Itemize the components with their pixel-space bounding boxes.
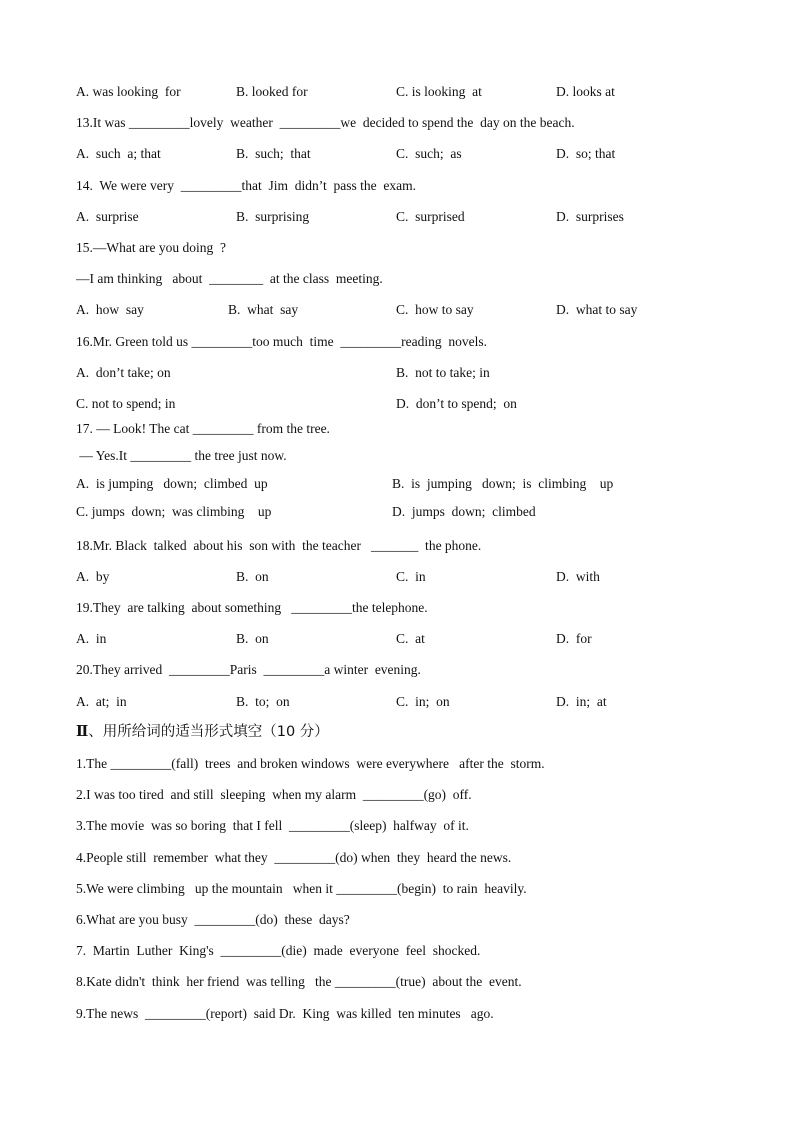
q19-option-a: A. in <box>76 631 107 646</box>
section-2-roman: Ⅱ <box>76 724 89 740</box>
q15-option-b: B. what say <box>228 302 299 317</box>
q16-option-b: B. not to take; in <box>396 365 490 380</box>
q19-option-d: D. for <box>556 631 592 646</box>
q19-option-b: B. on <box>236 631 269 646</box>
q20-option-c: C. in; on <box>396 694 450 709</box>
q17-option-c: C. jumps down; was climbing up <box>76 504 272 519</box>
q20-option-b: B. to; on <box>236 694 290 709</box>
q18-option-a: A. by <box>76 569 110 584</box>
q19-option-c: C. at <box>396 631 425 646</box>
fill-item-2: 2.I was too tired and still sleeping when my alarm _________(go) off. <box>76 787 472 802</box>
q14-option-b: B. surprising <box>236 209 310 224</box>
q13-option-c: C. such; as <box>396 146 462 161</box>
fill-item-6: 6.What are you busy _________(do) these days? <box>76 912 350 927</box>
q16-option-d: D. don’t to spend; on <box>396 396 517 411</box>
fill-item-4: 4.People still remember what they _________(do) when they heard the news. <box>76 850 512 865</box>
section-2-heading <box>76 723 329 741</box>
q12-option-b: B. looked for <box>236 84 308 99</box>
q12-option-c: C. is looking at <box>396 84 482 99</box>
q20-stem: 20.They arrived _________Paris _________a winter evening. <box>76 662 421 677</box>
q14-option-c: C. surprised <box>396 209 465 224</box>
q16-stem: 16.Mr. Green told us _________too much time _________reading novels. <box>76 334 487 349</box>
q13-option-a: A. such a; that <box>76 146 161 161</box>
q13-option-b: B. such; that <box>236 146 311 161</box>
q14-option-a: A. surprise <box>76 209 139 224</box>
q15-stem: 15.—What are you doing ? <box>76 240 226 255</box>
q15-option-a: A. how say <box>76 302 144 317</box>
fill-item-8: 8.Kate didn't think her friend was telling the _________(true) about the event. <box>76 974 522 989</box>
q18-option-b: B. on <box>236 569 269 584</box>
q17-option-a: A. is jumping down; climbed up <box>76 476 268 491</box>
q18-stem: 18.Mr. Black talked about his son with the teacher _______ the phone. <box>76 538 482 553</box>
q15-stem-reply: —I am thinking about ________ at the class meeting. <box>76 271 383 286</box>
q14-option-d: D. surprises <box>556 209 624 224</box>
section-2-title: 、用所给词的适当形式填空（10 分） <box>88 724 329 740</box>
q12-option-a: A. was looking for <box>76 84 181 99</box>
q13-option-d: D. so; that <box>556 146 616 161</box>
fill-item-3: 3.The movie was so boring that I fell _________(sleep) halfway of it. <box>76 818 469 833</box>
q17-stem-reply: — Yes.It _________ the tree just now. <box>76 448 287 463</box>
q18-option-c: C. in <box>396 569 426 584</box>
q20-option-d: D. in; at <box>556 694 607 709</box>
q20-option-a: A. at; in <box>76 694 127 709</box>
q16-option-a: A. don’t take; on <box>76 365 171 380</box>
fill-item-5: 5.We were climbing up the mountain when it _________(begin) to rain heavily. <box>76 881 527 896</box>
q17-option-d: D. jumps down; climbed <box>392 504 536 519</box>
fill-item-9: 9.The news _________(report) said Dr. King was killed ten minutes ago. <box>76 1006 494 1021</box>
q14-stem: 14. We were very _________that Jim didn’t pass the exam. <box>76 178 416 193</box>
q13-stem: 13.It was _________lovely weather _________we decided to spend the day on the beach. <box>76 115 575 130</box>
q19-stem: 19.They are talking about something _________the telephone. <box>76 600 428 615</box>
q15-option-d: D. what to say <box>556 302 638 317</box>
fill-item-1: 1.The _________(fall) trees and broken windows were everywhere after the storm. <box>76 756 545 771</box>
fill-item-7: 7. Martin Luther King's _________(die) made everyone feel shocked. <box>76 943 481 958</box>
q15-option-c: C. how to say <box>396 302 474 317</box>
q17-stem: 17. — Look! The cat _________ from the tree. <box>76 421 330 436</box>
q18-option-d: D. with <box>556 569 600 584</box>
q12-option-d: D. looks at <box>556 84 615 99</box>
q17-option-b: B. is jumping down; is climbing up <box>392 476 614 491</box>
q16-option-c: C. not to spend; in <box>76 396 176 411</box>
